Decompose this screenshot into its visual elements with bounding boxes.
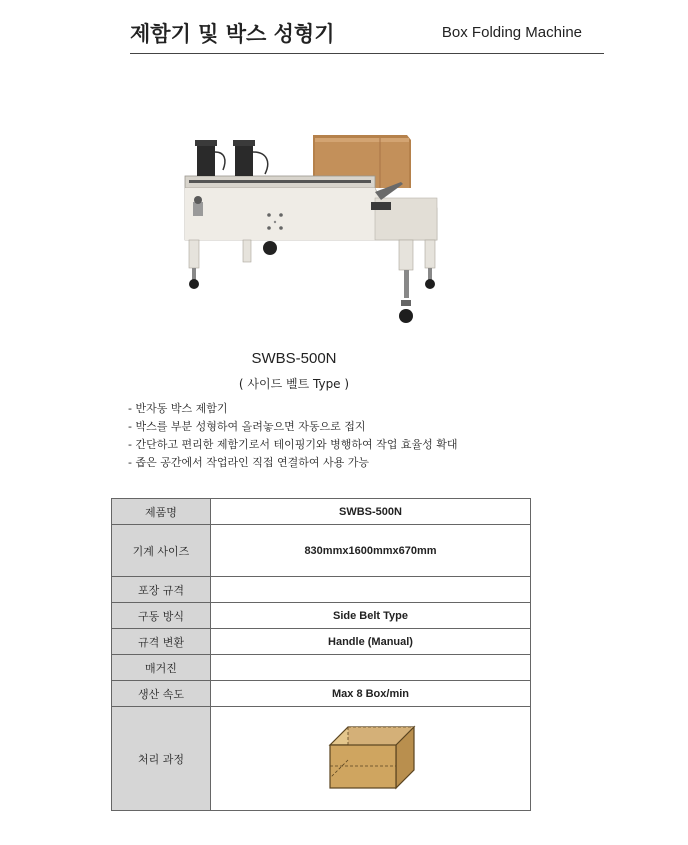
spec-label: 포장 규격 — [112, 577, 211, 603]
process-cell — [211, 707, 531, 811]
spec-value — [211, 655, 531, 681]
product-subtitle: ( 사이드 벨트 Type ) — [238, 377, 350, 391]
table-row — [112, 499, 531, 525]
table-row — [112, 707, 531, 811]
table-row — [112, 525, 531, 577]
spec-value: Handle (Manual) — [211, 629, 531, 655]
spec-label: 매거진 — [112, 655, 211, 681]
page-title-korean: 제함기 및 박스 성형기 — [130, 22, 335, 46]
feature-item: - 반자동 박스 제함기 — [128, 402, 228, 415]
table-row — [112, 655, 531, 681]
page-title-english: Box Folding Machine — [441, 24, 582, 41]
spec-label: 생산 속도 — [112, 681, 211, 707]
table-row — [112, 603, 531, 629]
table-row — [112, 681, 531, 707]
feature-item: - 좁은 공간에서 작업라인 직접 연결하여 사용 가능 — [128, 456, 369, 469]
open-box-icon — [324, 724, 418, 790]
feature-item: - 간단하고 편리한 제함기로서 테이핑기와 병행하여 작업 효율성 확대 — [128, 438, 458, 451]
spec-label: 규격 변환 — [112, 629, 211, 655]
table-row — [112, 629, 531, 655]
feature-item: - 박스를 부분 성형하여 올려놓으면 자동으로 접지 — [128, 420, 366, 433]
feature-list — [128, 400, 457, 472]
spec-label: 기계 사이즈 — [112, 525, 211, 577]
page-header — [130, 14, 604, 54]
spec-table — [111, 498, 531, 811]
spec-value: Max 8 Box/min — [211, 681, 531, 707]
spec-label: 구동 방식 — [112, 603, 211, 629]
box-folding-machine-photo — [175, 130, 445, 330]
spec-value: Side Belt Type — [211, 603, 531, 629]
spec-value: 830mmx1600mmx670mm — [211, 525, 531, 577]
spec-value — [211, 577, 531, 603]
product-model: SWBS-500N — [251, 350, 337, 367]
table-row — [112, 577, 531, 603]
spec-label: 처리 과정 — [112, 707, 211, 811]
spec-value: SWBS-500N — [211, 499, 531, 525]
spec-label: 제품명 — [112, 499, 211, 525]
